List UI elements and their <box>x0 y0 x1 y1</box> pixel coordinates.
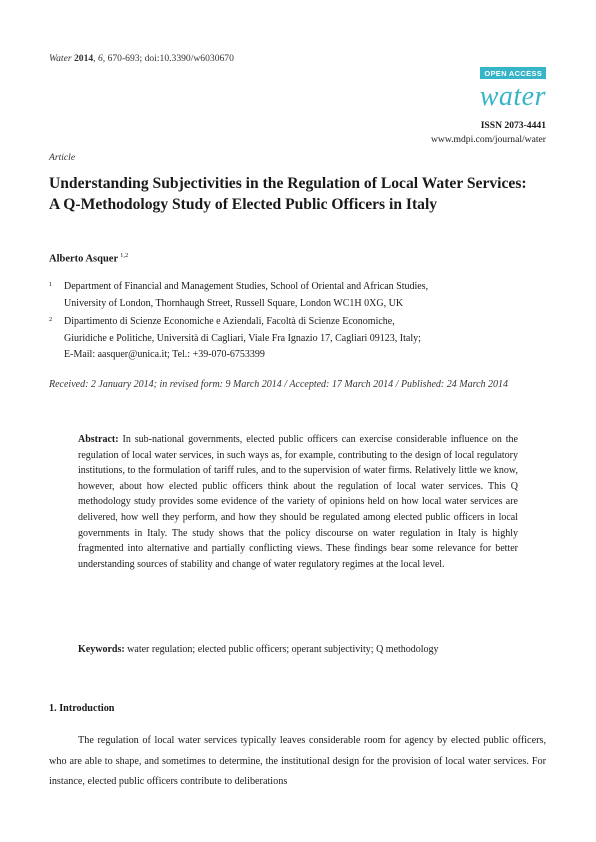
abstract-label: Abstract: <box>78 434 119 445</box>
open-access-badge: OPEN ACCESS <box>480 67 546 79</box>
affiliation-number: 1 <box>49 281 53 288</box>
journal-logo: water <box>479 81 546 112</box>
paper-title: Understanding Subjectivities in the Regulation of Local Water Services: A Q-Methodology Study of Elected Public Officers in Italy <box>49 175 527 213</box>
journal-name: Water <box>49 53 72 64</box>
article-type: Article <box>49 152 76 163</box>
citation-pages-doi: , 670-693; doi:10.3390/w6030670 <box>102 53 234 64</box>
citation-volume: 6 <box>97 53 103 64</box>
issn: ISSN 2073-4441 <box>480 120 546 131</box>
citation-year: 2014 <box>73 53 94 64</box>
publication-dates: Received: 2 January 2014; in revised form: 9 March 2014 / Accepted: 17 March 2014 / Published: 24 March 2014 <box>49 379 509 390</box>
citation-line <box>49 53 234 64</box>
author-affiliation-marks: 1,2 <box>120 252 129 259</box>
introduction-paragraph: The regulation of local water services typically leaves considerable room for agency by elected public officers, who are able to shape, and sometimes to determine, the institutional design for the provision of local water services. For instance, elected public officers contribute to deliberations <box>49 735 546 788</box>
journal-url[interactable]: www.mdpi.com/journal/water <box>430 134 546 145</box>
affiliation-text: Department of Financial and Management Studies, School of Oriental and African Studies, University of London, Thornhaugh Street, Russell Square, London WC1H 0XG, UK <box>64 281 429 309</box>
keywords-text: water regulation; elected public officers; operant subjectivity; Q methodology <box>124 644 439 655</box>
citation-volume-sep: , <box>93 53 98 64</box>
keywords-label: Keywords: <box>78 644 125 655</box>
abstract-text: In sub-national governments, elected public officers can exercise considerable influence on the regulation of local water services, in such ways as, for example, contributing to the design of local regulatory institutions, to the formulation of tariff rules, and to the supervision of water firms. Relatively little we know, however, about how elected public officers think about the regulation of local water services. This Q methodology study provides some evidence of the variety of opinions held on how local water services are delivered, how well they perform, and how they should be regulated among elected public officers in local governments in Italy. The study shows that the policy discourse on water regulation in Italy is highly fragmented into alternative and partially conflicting views. These findings bear some relevance for better understanding sources of stability and change of water regulatory regimes at the local level. <box>78 434 518 570</box>
section-heading-introduction: 1. Introduction <box>49 703 115 714</box>
author-line <box>49 252 128 265</box>
author-name: Alberto Asquer <box>49 253 119 265</box>
abstract <box>78 432 518 572</box>
affiliation-number: 2 <box>49 316 53 323</box>
keywords <box>78 642 518 658</box>
affiliation-text: Dipartimento di Scienze Economiche e Aziendali, Facoltà di Scienze Economiche, Giuridiche e Politiche, Università di Cagliari, Viale Fra Ignazio 17, Cagliari 09123, Italy; E-Mail: aasquer@unica.it; Tel.: +39-070-6753399 <box>64 316 421 360</box>
